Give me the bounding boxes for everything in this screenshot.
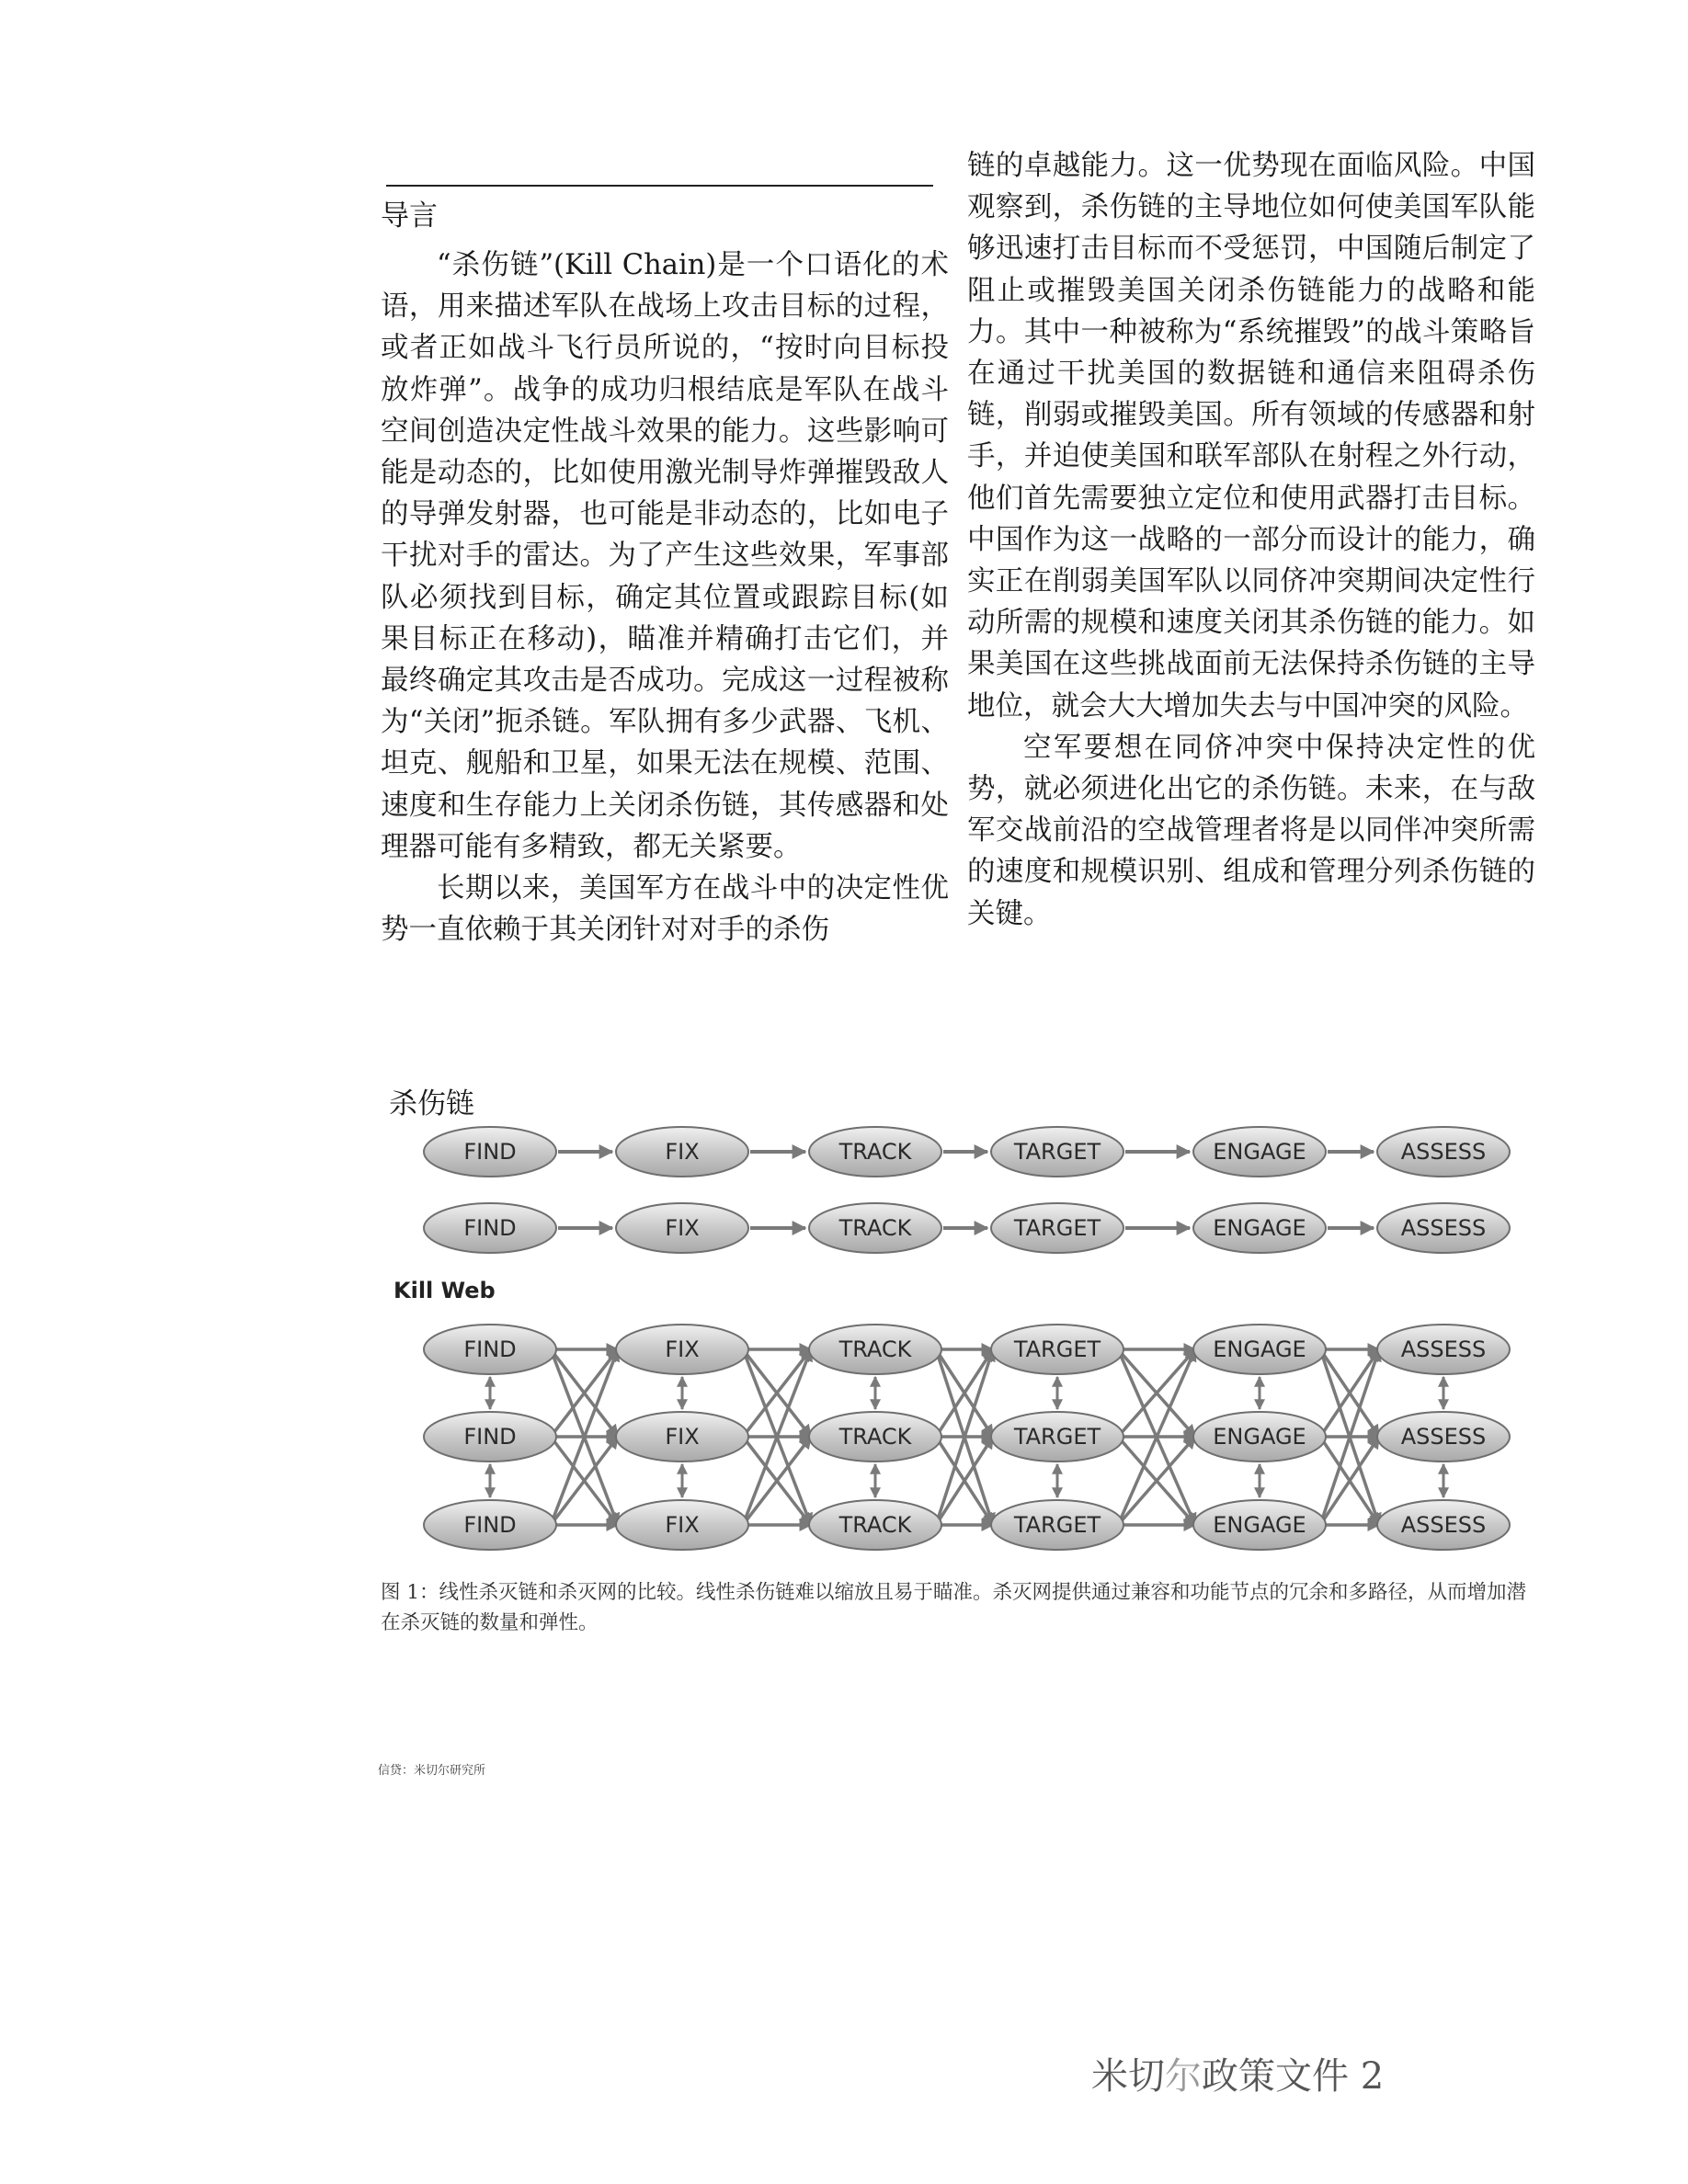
- stage-label: ASSESS: [1400, 1215, 1487, 1241]
- paragraph: 空军要想在同侪冲突中保持决定性的优势，就必须进化出它的杀伤链。未来，在与敌军交战前沿的空战管理者将是以同伴冲突所需的速度和规模识别、组成和管理分列杀伤链的关键。: [967, 731, 1535, 930]
- chain-node-target: [991, 1127, 1123, 1177]
- web-node-target: [991, 1412, 1123, 1462]
- chain-node-engage: [1193, 1127, 1326, 1177]
- footer-part: 政策文件 2: [1202, 2055, 1385, 2098]
- stage-label: TARGET: [1013, 1424, 1101, 1450]
- web-node-target: [991, 1500, 1123, 1550]
- chain-node-target: [991, 1203, 1123, 1253]
- web-node-engage: [1193, 1325, 1326, 1374]
- stage-label: TRACK: [838, 1512, 912, 1538]
- stage-label: TARGET: [1013, 1337, 1101, 1362]
- page-footer: [1091, 2047, 1384, 2099]
- footer-part: 米切: [1091, 2055, 1165, 2098]
- figure-caption: 图 1：线性杀灭链和杀灭网的比较。线性杀伤链难以缩放且易于瞄准。杀灭网提供通过兼容和功能节点的冗余和多路径，从而增加潜在杀灭链的数量和弹性。: [381, 1581, 1527, 1634]
- chain-node-fix: [616, 1203, 748, 1253]
- stage-label: ASSESS: [1400, 1139, 1487, 1165]
- stage-label: TRACK: [838, 1139, 912, 1165]
- stage-label: FIX: [665, 1424, 700, 1450]
- kill-chain-diagram: [368, 1112, 1526, 1572]
- web-node-target: [991, 1325, 1123, 1374]
- stage-label: ASSESS: [1400, 1424, 1487, 1450]
- stage-label: FIND: [463, 1139, 517, 1165]
- stage-label: TARGET: [1013, 1512, 1101, 1538]
- stage-label: FIND: [463, 1215, 517, 1241]
- web-node-fix: [616, 1412, 748, 1462]
- web-node-assess: [1377, 1500, 1510, 1550]
- web-node-track: [809, 1500, 941, 1550]
- stage-label: ASSESS: [1400, 1337, 1487, 1362]
- web-node-find: [424, 1412, 556, 1462]
- paragraph: 链的卓越能力。这一优势现在面临风险。中国观察到，杀伤链的主导地位如何使美国军队能够迅速打击目标而不受惩罚，中国随后制定了阻止或摧毁美国关闭杀伤链能力的战略和能力。其中一种被称为“系统摧毁”的战斗策略旨在通过干扰美国的数据链和通信来阻碍杀伤链，削弱或摧毁美国。所有领域的传感器和射手，并迫使美国和联军部队在射程之外行动，他们首先需要独立定位和使用武器打击目标。中国作为这一战略的一部分而设计的能力，确实正在削弱美国军队以同侪冲突期间决定性行动所需的规模和速度关闭其杀伤链的能力。如果美国在这些挑战面前无法保持杀伤链的主导地位，就会大大增加失去与中国冲突的风险。: [967, 150, 1535, 722]
- stage-label: TARGET: [1013, 1215, 1101, 1241]
- footer-part: 尔: [1165, 2055, 1202, 2098]
- stage-label: TRACK: [838, 1337, 912, 1362]
- stage-label: ENGAGE: [1213, 1512, 1306, 1538]
- right-column: [967, 145, 1535, 935]
- stage-label: FIND: [463, 1337, 517, 1362]
- web-node-engage: [1193, 1500, 1326, 1550]
- section-rule: [386, 185, 933, 187]
- stage-label: ENGAGE: [1213, 1215, 1306, 1241]
- stage-label: FIND: [463, 1512, 517, 1538]
- stage-label: FIND: [463, 1424, 517, 1450]
- chain-node-assess: [1377, 1127, 1510, 1177]
- stage-label: FIX: [665, 1139, 700, 1165]
- stage-label: FIX: [665, 1337, 700, 1362]
- web-node-find: [424, 1500, 556, 1550]
- section-heading: 导言: [381, 199, 438, 233]
- stage-label: FIX: [665, 1215, 700, 1241]
- stage-label: ASSESS: [1400, 1512, 1487, 1538]
- web-node-assess: [1377, 1325, 1510, 1374]
- paragraph: “杀伤链”(Kill Chain)是一个口语化的术语，用来描述军队在战场上攻击目标的过程，或者正如战斗飞行员所说的，“按时向目标投放炸弹”。战争的成功归根结底是军队在战斗空间创造决定性战斗效果的能力。这些影响可能是动态的，比如使用激光制导炸弹摧毁敌人的导弹发射器，也可能是非动态的，比如电子干扰对手的雷达。为了产生这些效果，军事部队必须找到目标，确定其位置或跟踪目标(如果目标正在移动)，瞄准并精确打击它们，并最终确定其攻击是否成功。完成这一过程被称为“关闭”扼杀链。军队拥有多少武器、飞机、坦克、舰船和卫星，如果无法在规模、范围、速度和生存能力上关闭杀伤链，其传感器和处理器可能有多精致，都无关紧要。: [381, 249, 949, 863]
- web-node-assess: [1377, 1412, 1510, 1462]
- image-credit: 信贷：米切尔研究所: [378, 1764, 486, 1778]
- chain-node-track: [809, 1127, 941, 1177]
- kill-web-label: Kill Web: [393, 1278, 496, 1303]
- web-node-track: [809, 1412, 941, 1462]
- stage-label: ENGAGE: [1213, 1424, 1306, 1450]
- stage-label: ENGAGE: [1213, 1139, 1306, 1165]
- figure-title: 杀伤链: [389, 1087, 474, 1120]
- web-node-engage: [1193, 1412, 1326, 1462]
- paragraph: 长期以来，美国军方在战斗中的决定性优势一直依赖于其关闭针对对手的杀伤: [381, 872, 949, 947]
- web-node-track: [809, 1325, 941, 1374]
- web-node-fix: [616, 1500, 748, 1550]
- stage-label: ENGAGE: [1213, 1337, 1306, 1362]
- chain-node-fix: [616, 1127, 748, 1177]
- chain-node-find: [424, 1127, 556, 1177]
- stage-label: TRACK: [838, 1424, 912, 1450]
- web-node-find: [424, 1325, 556, 1374]
- left-column: [381, 245, 949, 950]
- chain-node-assess: [1377, 1203, 1510, 1253]
- stage-label: TRACK: [838, 1215, 912, 1241]
- stage-label: TARGET: [1013, 1139, 1101, 1165]
- chain-node-find: [424, 1203, 556, 1253]
- web-node-fix: [616, 1325, 748, 1374]
- chain-node-engage: [1193, 1203, 1326, 1253]
- chain-node-track: [809, 1203, 941, 1253]
- stage-label: FIX: [665, 1512, 700, 1538]
